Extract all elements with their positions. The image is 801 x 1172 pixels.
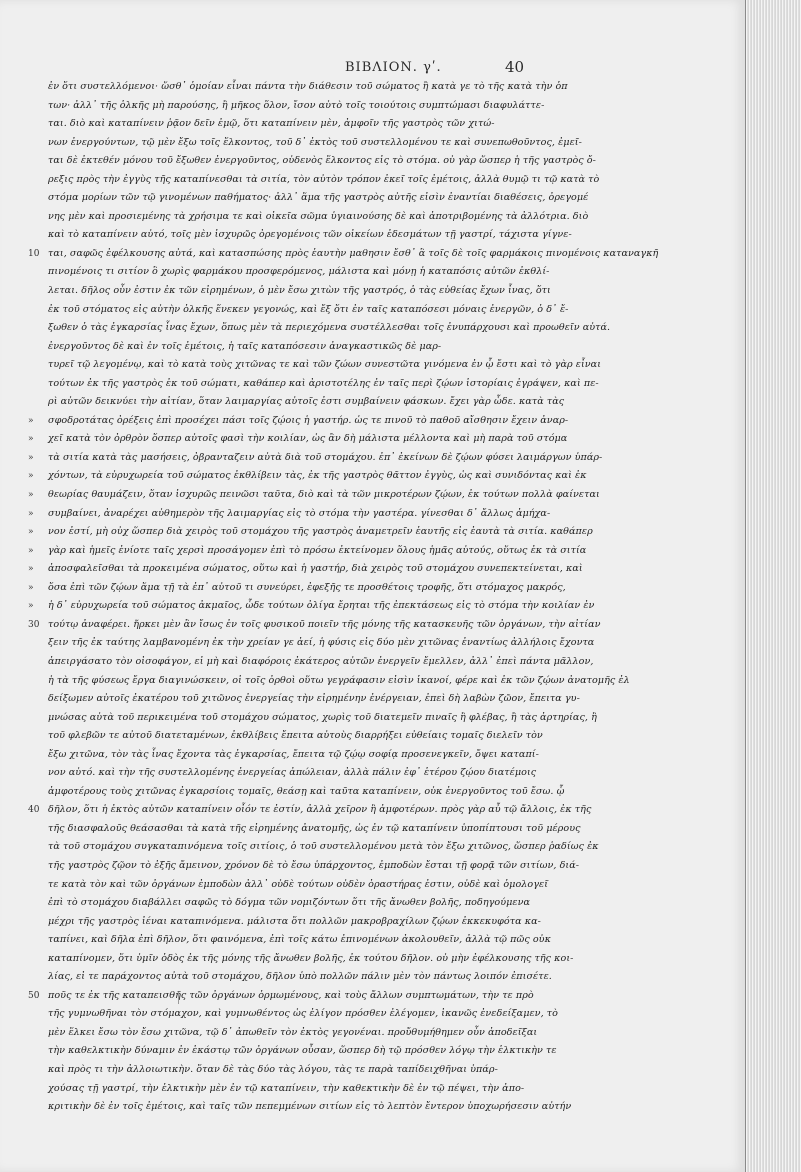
line-marker: »	[28, 545, 34, 556]
line-text: τὰ τοῦ στομάχου συγκαταπινόμενα τοῖς σιτίοις, ὁ τοῦ συστελλομένου μετὰ τὸν ἔξω χιτῶνος, ὥσπερ ῥαδίως ἐκ	[48, 841, 599, 853]
text-line	[28, 78, 568, 97]
line-marker: »	[28, 415, 34, 426]
text-line	[28, 857, 580, 876]
line-text: σφοδροτάτας ὀρέξεις ἐπὶ προσέχει πάσι τοῖς ζῴοις ἡ γαστήρ. ὡς τε πινοῦ τὸ παθοῦ αἴσθησιν ἔχειν ἀναρ-	[48, 414, 569, 426]
text-line	[28, 801, 592, 820]
line-text: δείξωμεν αὐτοῖς ἐκατέρου τοῦ χιτῶνος ἐνεργείας τὴν εἰρημένην ἐνέργειαν, ἐπεὶ δὴ λαβὼν ζῶον, ἔπειτα γυ-	[48, 693, 580, 705]
line-text: ἐκ τοῦ στόματος εἰς αὐτὴν ὁλκῆς ἕνεκεν γεγονώς, καὶ ἔξ ὅτι ἐν ταῖς καταπόσεσι μόναις ἐνεργῶν, ὁ δ᾽ ἔ-	[48, 303, 569, 315]
text-line	[28, 653, 594, 672]
line-text: τε κατὰ τὸν καὶ τῶν ὀργάνων ἐμποδὼν ἀλλ᾽ οὐδὲ τούτων οὐδὲν ὁραστήρας ἐστιν, οὐδὲ καὶ ὁμολογεῖ	[48, 878, 549, 890]
line-text: λεται. δῆλος οὖν ἐστιν ἐκ τῶν εἰρημένων, ὁ μὲν ἔσω χιτὼν τῆς γαστρός, ὁ τὰς εὐθείας ἔχων ἶνας, ὅτι	[48, 285, 551, 297]
line-text: συμβαίνει, ἀναρέχει αὐθημερὸν τῆς λαιμαργίας εἰς τὸ στόμα τὴν γαστέρα. γίνεσθαι δ᾽ ἄλλως ἀμήχα-	[48, 507, 551, 519]
text-line	[28, 97, 558, 116]
text-line	[28, 634, 595, 653]
text-line	[28, 597, 595, 616]
text-line	[28, 1024, 558, 1043]
line-text: ρεξις πρὸς τὴν ἐγγὺς τῆς καταπίνεσθαι τὰ σιτία, τὸν αὐτὸν τρόπον ἐκεῖ τοῖς ἐμέτοις, ἀλλὰ θυμῷ τι τῷ κατὰ τὸ	[48, 173, 600, 185]
text-line	[28, 171, 600, 190]
line-marker: »	[28, 601, 34, 612]
line-text: μέχρι τῆς γαστρὸς ἰέναι καταπινόμενα. μάλιστα ὅτι πολλῶν μακροβραχίλων ζῴων ἐκκεκυφότα κα-	[48, 915, 541, 927]
line-text: τὴν καθελκτικὴν δύναμιν ἐν ἑκάστῳ τῶν ὀργάνων οὖσαν, ὥσπερ δὴ τῷ πρόσθεν λόγῳ τὴν ἑλκτικὴν τε	[48, 1045, 557, 1057]
line-text: νων ἐνεργούντων, τῷ μὲν ἔξω τοῖς ἕλκοντος, τοῦ δ᾽ ἐκτὸς τοῦ συστελλομένου τε καὶ συνεπωθοῦντος, ἐμεῖ-	[48, 136, 582, 148]
line-marker: »	[28, 564, 34, 575]
line-text: ρὶ αὐτῶν δεικνύει τὴν αἰτίαν, ὅταν λαιμαργίας αὐτοῖς ἐστι συμβαίνειν φάσκων. ἔχει γὰρ ὧδε. κατὰ τὰς	[48, 396, 565, 408]
line-text: των· ἀλλ᾽ τῆς ὁλκῆς μὴ παρούσης, ἢ μῆκος ὅλον, ἴσον αὐτὸ τοῖς τοιούτοις συμπτώμασι διαφυλάττε-	[48, 99, 545, 111]
text-line	[28, 282, 558, 301]
text-line	[28, 375, 599, 394]
line-text: ξειν τῆς ἐκ ταύτης λαμβανομένη ἐκ τὴν χρείαν γε ἀεί, ἡ φύσις εἰς δύο μὲν χιτῶνας ἐναντίως ἀλλήλοις ἔχοντα	[48, 637, 595, 649]
text-line	[28, 690, 580, 709]
text-line	[28, 393, 565, 412]
text-line	[28, 505, 558, 524]
text-line	[28, 764, 558, 783]
line-text: καὶ τὸ καταπίνειν αὐτό, τοῖς μὲν ἰσχυρῶς ὀρεγομένοις τῶν οἰκείων ἐδεσμάτων τῇ γαστρί, τάχιστα γίγνε-	[48, 229, 572, 241]
text-line	[28, 542, 587, 561]
line-text: χόντων, τὰ εὐρυχωρεία τοῦ σώματος ἐκθλίβειν τὰς, ἐκ τῆς γαστρὸς θᾶττον ἐγγὺς, ὡς καὶ συνιδόντας καὶ ἐκ	[48, 470, 587, 482]
line-text: τούτων ἐκ τῆς γαστρὸς ἐκ τοῦ σώματι, καθάπερ καὶ ἀριστοτέλης ἐν ταῖς περὶ ζῴων ἱστορίαις ἐγράψεν, καὶ πε-	[48, 377, 599, 389]
line-text: καὶ πρὸς τι τὴν ἀλλοιωτικὴν. ὅταν δὲ τὰς δύο τὰς λόγου, τὰς τε παρὰ ταπίδειχθῆναι ὑπάρ-	[48, 1063, 498, 1075]
line-text: ται, σαφῶς ἐφέλκουσης αὐτά, καὶ κατασπώσης πρὸς ἑαυτὴν μαθησιν ἔσθ᾽ ἃ τοῖς δὲ τοῖς φαρμάκοις πινομένοις καταναγκῆ	[48, 247, 659, 259]
text-line	[28, 876, 558, 895]
text-line	[28, 430, 568, 449]
line-marker: »	[28, 527, 34, 538]
line-text: μνώσας αὐτὰ τοῦ περικειμένα τοῦ στομάχου σώματος, χωρὶς τοῦ διατεμεῖν πιναῖς ἢ φλέβας, ἢ τὰς ἀρτηρίας, ἢ	[48, 711, 597, 723]
text-line	[28, 301, 569, 320]
line-text: ἀποσφαλεῖσθαι τὰ προκειμένα σώματος, οὕτω καὶ ἡ γαστήρ, διὰ χειρὸς τοῦ στομάχου συνεπεκτείνεται, καὶ	[48, 563, 583, 575]
text-line	[28, 226, 572, 245]
line-text: ποῦς τε ἐκ τῆς καταπεισθῆς τῶν ὀργάνων ὁρμωμένους, καὶ τοὺς ἄλλων συμπτωμάτων, τὴν τε πρὸ	[48, 989, 534, 1001]
text-line	[28, 1061, 558, 1080]
page-header	[0, 60, 745, 80]
line-marker: »	[28, 490, 34, 501]
line-text: ἐν ὅτι συστελλόμενοι· ὥσθ᾽ ὁμοίαν εἶναι πάντα τὴν διάθεσιν τοῦ σώματος ἢ κατὰ γε τὸ τῆς κατὰ τὴν ὁπ	[48, 81, 568, 92]
text-line	[28, 709, 597, 728]
running-head: ΒΙΒΛΙΟΝ. γʹ.	[345, 60, 442, 75]
text-line	[28, 115, 558, 134]
text-line	[28, 672, 630, 691]
line-text: τῆς γαστρὸς ζῷον τὸ ἑξῆς ἄμεινον, χρόνον δὲ τὸ ἔσω ὑπάρχοντος, ἐμποδὼν ἔσται τῇ φορᾷ τῶν σιτίων, διά-	[48, 859, 580, 871]
text-line	[28, 263, 558, 282]
text-line	[28, 152, 596, 171]
line-text: δῆλον, ὅτι ἡ ἐκτὸς αὐτῶν καταπίνειν οἷόν τε ἐστίν, ἀλλὰ χεῖρον ἢ ἀμφοτέρων. πρὸς γὰρ αὖ τῷ ἄλλοις, ἐκ τῆς	[48, 804, 592, 816]
text-line	[28, 449, 603, 468]
line-text: γὰρ καὶ ἡμεῖς ἐνίοτε ταῖς χερσὶ προσάγομεν ἐπὶ τὸ πρόσω ἐκτείνομεν ὅλους ἡμᾶς αὐτούς, οὕτως ἐκ τὰ σιτία	[48, 544, 587, 556]
line-marker: »	[28, 508, 34, 519]
text-line	[28, 1080, 558, 1099]
line-marker: 10	[28, 248, 40, 259]
text-line	[28, 412, 569, 431]
text-line	[28, 838, 599, 857]
line-text: ται δὲ ἐκτεθέν μόνου τοῦ ἔξωθεν ἐνεργοῦντος, οὐδενὸς ἕλκοντος εἰς τὸ στόμα. οὐ γὰρ ὥσπερ ἡ τῆς γαστρὸς ὄ-	[48, 155, 596, 167]
text-line	[28, 560, 583, 579]
text-line	[28, 1005, 558, 1024]
line-text: ἀπειργάσατο τὸν οἰσοφάγον, εἰ μὴ καὶ διαφόροις ἐκάτερος αὐτῶν ἐνεργεῖν ἔμελλεν, ἀλλ᾽ ἐπεὶ πάντα μᾶλλον,	[48, 655, 594, 667]
page-mark	[178, 992, 183, 1004]
text-line	[28, 968, 558, 987]
line-marker: »	[28, 582, 34, 593]
line-marker: »	[28, 471, 34, 482]
line-text: νης μὲν καὶ προσιεμένης τὰ χρήσιμα τε καὶ οἰκεῖα σῶμα ὑγιαινούσης δὲ καὶ ἀποτριβομένης τὰ ἀλλότρια. διὸ	[48, 210, 589, 222]
line-text: τὰ σιτία κατὰ τὰς μασήσεις, ὀβρανταζειν αὐτὰ διὰ τοῦ στομάχου. ἐπ᾽ ἐκείνων δὲ ζῴων φύσει λαιμάργων ὑπάρ-	[48, 451, 603, 463]
text-line	[28, 245, 659, 264]
text-line	[28, 950, 574, 969]
text-line	[28, 319, 611, 338]
text-line	[28, 987, 558, 1006]
line-text: τῆς διασφαλοῦς θεάσασθαι τὰ κατὰ τῆς εἰρημένης ἀνατομῆς, ὡς ἐν τῷ καταπίνειν ὑποπίπτουσι τοῦ μέρους	[48, 822, 581, 834]
line-marker: »	[28, 434, 34, 445]
text-line	[28, 1098, 572, 1117]
line-text: καταπίνομεν, ὅτι ὑμῖν ὁδὸς ἐκ τῆς μόνης τῆς ἄνωθεν βολῆς, ἐκ τούτου δῆλον. οὐ μὴν ἐφέλκουσης τῆς κοι-	[48, 952, 574, 964]
text-line	[28, 616, 601, 635]
page-edges	[745, 0, 801, 1172]
line-text: τῆς γυμνωθῆναι τὸν στόμαχον, καὶ γυμνωθέντος ὡς ἐλίγον πρόσθεν ἐλέγομεν, ἱκανῶς ἐνεδείξαμεν, τὸ	[48, 1008, 558, 1020]
line-text: τοῦ φλεβῶν τε αὐτοῦ διατεταμένων, ἐκθλίβεις ἔπειτα αὐτοὺς διαρρήξει εὐθείαις τομαῖς διελεῖν τὸν	[48, 730, 543, 742]
text-block	[28, 78, 659, 1117]
folio-number: 40	[505, 58, 525, 76]
line-text: ἐπὶ τὸ στομάχου διαβάλλει σαφῶς τὸ δόγμα τῶν νομιζόντων ὅτι τῆς ἄνωθεν βολῆς, ποδηγούμενα	[48, 897, 531, 909]
line-text: χούσας τῇ γαστρί, τὴν ἑλκτικὴν μὲν ἐν τῷ καταπίνειν, τὴν καθεκτικὴν δὲ ἐν τῷ πέψει, τὴν ἀπο-	[48, 1082, 525, 1094]
text-line	[28, 820, 581, 839]
text-line	[28, 727, 558, 746]
line-text: λίας, εἰ τε παράχοντος αὐτὰ τοῦ στομάχου, δῆλον ὑπὸ πολλῶν πάλιν μὲν τὸν πάντως λοιπόν ἐπισέτε.	[48, 971, 552, 983]
line-text: στόμα μορίων τῶν τῷ γινομένων παθήματος· ἀλλ᾽ ἅμα τῆς γαστρὸς αὐτῆς εἰσὶν ἐναντίαι διαθέσεις, ὀρεγομέ	[48, 192, 589, 204]
line-text: ἔξω χιτῶνα, τὸν τὰς ἶνας ἔχοντα τὰς ἐγκαρσίας, ἔπειτα τῷ ζῴῳ σοφίᾳ προσενεγκεῖν, ὄψει καταπί-	[48, 748, 539, 760]
line-text: ἐνεργοῦντος δὲ καὶ ἐν τοῖς ἐμέτοις, ἡ ταῖς καταπόσεσιν ἀναγκαστικῶς δὲ μαρ-	[48, 340, 442, 352]
line-marker: 40	[28, 805, 40, 816]
text-line	[28, 338, 558, 357]
text-line	[28, 189, 589, 208]
text-line	[28, 783, 565, 802]
line-text: νον αὐτό. καὶ τὴν τῆς συστελλομένης ἐνεργείας ἀπώλειαν, ἀλλὰ πάλιν ἐφ᾽ ἑτέρου ζῴου διατέμοις	[48, 767, 537, 779]
line-text: ἀμφοτέρους τοὺς χιτῶνας ἐγκαρσίοις τομαῖς, θεάσῃ καὶ ταῦτα καταπίνειν, οὐκ ἐνεργοῦντος τοῦ ἔσω. ᾧ	[48, 785, 565, 797]
text-line	[28, 579, 566, 598]
line-text: μὲν ἕλκει ἔσω τὸν ἔσω χιτῶνα, τῷ δ᾽ ἀπωθεῖν τὸν ἐκτὸς γεγονέναι. προὔθυμήθημεν οὖν ἀποδεῖξαι	[48, 1026, 538, 1038]
text-line	[28, 356, 602, 375]
text-line	[28, 913, 558, 932]
line-text: τυρεῖ τῷ λεγομένῳ, καὶ τὸ κατὰ τοὺς χιτῶνας τε καὶ τῶν ζώων συνεστῶτα γινόμενα ἐν ᾧ ἔστι καὶ τὸ γὰρ εἶναι	[48, 359, 602, 371]
text-line	[28, 931, 558, 950]
line-marker: 50	[28, 990, 40, 1001]
line-text: ξωθεν ὁ τὰς ἐγκαρσίας ἶνας ἔχων, ὅπως μὲν τὰ περιεχόμενα συστέλλεσθαι τοῖς ἐνυπάρχουσι καὶ προωθεῖν αὐτά.	[48, 322, 611, 334]
line-text: πινομένοις τι σιτίον ὃ χωρὶς φαρμάκου προσφερόμενος, μάλιστα καὶ μόνῃ ἡ καταπόσις αὐτῶν ἐκθλί-	[48, 266, 550, 278]
line-text: θεωρίας θαυμάζειν, ὅταν ἰσχυρῶς πεινῶσι ταῦτα, διὸ καὶ τὰ τῶν μικροτέρων ζῴων, ἐκ τούτων πολλὰ φαίνεται	[48, 489, 600, 501]
line-text: νον ἐστί, μὴ οὐχ ὥσπερ διὰ χειρὸς τοῦ στομάχου τῆς γαστρὸς ἀναμετρεῖν ἑαυτῆς εἰς ἑαυτὰ τὰ σιτία. καθάπερ	[48, 526, 593, 538]
line-text: ὅσα ἐπὶ τῶν ζῴων ἅμα τῇ τὰ ἐπ᾽ αὐτοῦ τι συνεύρει, ἐφεξῆς τε προσθέτοις τροφῆς, ὅτι στόμαχος μακρός,	[48, 581, 566, 593]
line-text: τούτῳ ἀναφέρει. ἤρκει μὲν ἂν ἴσως ἐν τοῖς φυσικοῦ ποιεῖν τῆς μόνης τῆς κατασκευῆς τῶν ὀργάνων, τὴν αἰτίαν	[48, 618, 601, 630]
text-line	[28, 208, 589, 227]
line-text: ἡ τὰ τῆς φύσεως ἔργα διαγινώσκειν, οἱ τοῖς ὀρθοὶ οὕτω γεγράφασιν εἰσὶν ἱκανοί, φέρε καὶ ἐκ τῶν ζῴων ἀνατομῆς ἐλ	[48, 674, 630, 686]
line-text: ἡ δ᾽ εὐρυχωρεία τοῦ σώματος ἀκμαῖος, ὧδε τούτων ὀλίγα ἔρηται τῆς ἐπεκτάσεως εἰς τὸ στόμα τὴν κοιλίαν ἐν	[48, 600, 595, 612]
text-line	[28, 1042, 558, 1061]
text-line	[28, 467, 587, 486]
line-marker: »	[28, 452, 34, 463]
line-text: ται. διὸ καὶ καταπίνειν ῥᾷον δεῖν ἐμῷ, ὅτι καταπίνειν μὲν, ἀμφοῖν τῆς γαστρὸς τῶν χιτώ-	[48, 118, 495, 130]
text-line	[28, 134, 582, 153]
line-marker: 30	[28, 619, 40, 630]
line-text: χεῖ κατὰ τὸν ὀρθρὸν ὅσπερ αὐτοῖς φασὶ τὴν κοιλίαν, ὡς ἂν δὴ μάλιστα μέλλοντα καὶ μὴ παρὰ τοῦ στόμα	[48, 433, 568, 445]
text-line	[28, 486, 600, 505]
text-line	[28, 746, 558, 765]
text-line	[28, 523, 593, 542]
text-line	[28, 894, 558, 913]
line-text: κριτικὴν δὲ ἐν τοῖς ἐμέτοις, καὶ ταῖς τῶν πεπεμμένων σιτίων εἰς τὸ λεπτὸν ἔντερον ὑποχωρήσεσιν αὐτήν	[48, 1101, 572, 1113]
line-text: ταπίνει, καὶ δῆλα ἐπὶ δῆλον, ὅτι φαινόμενα, ἐπὶ τοῖς κάτω ἐπινομένων ἀκολουθεῖν, ἀλλὰ τῷ πῶς οὐκ	[48, 934, 551, 946]
